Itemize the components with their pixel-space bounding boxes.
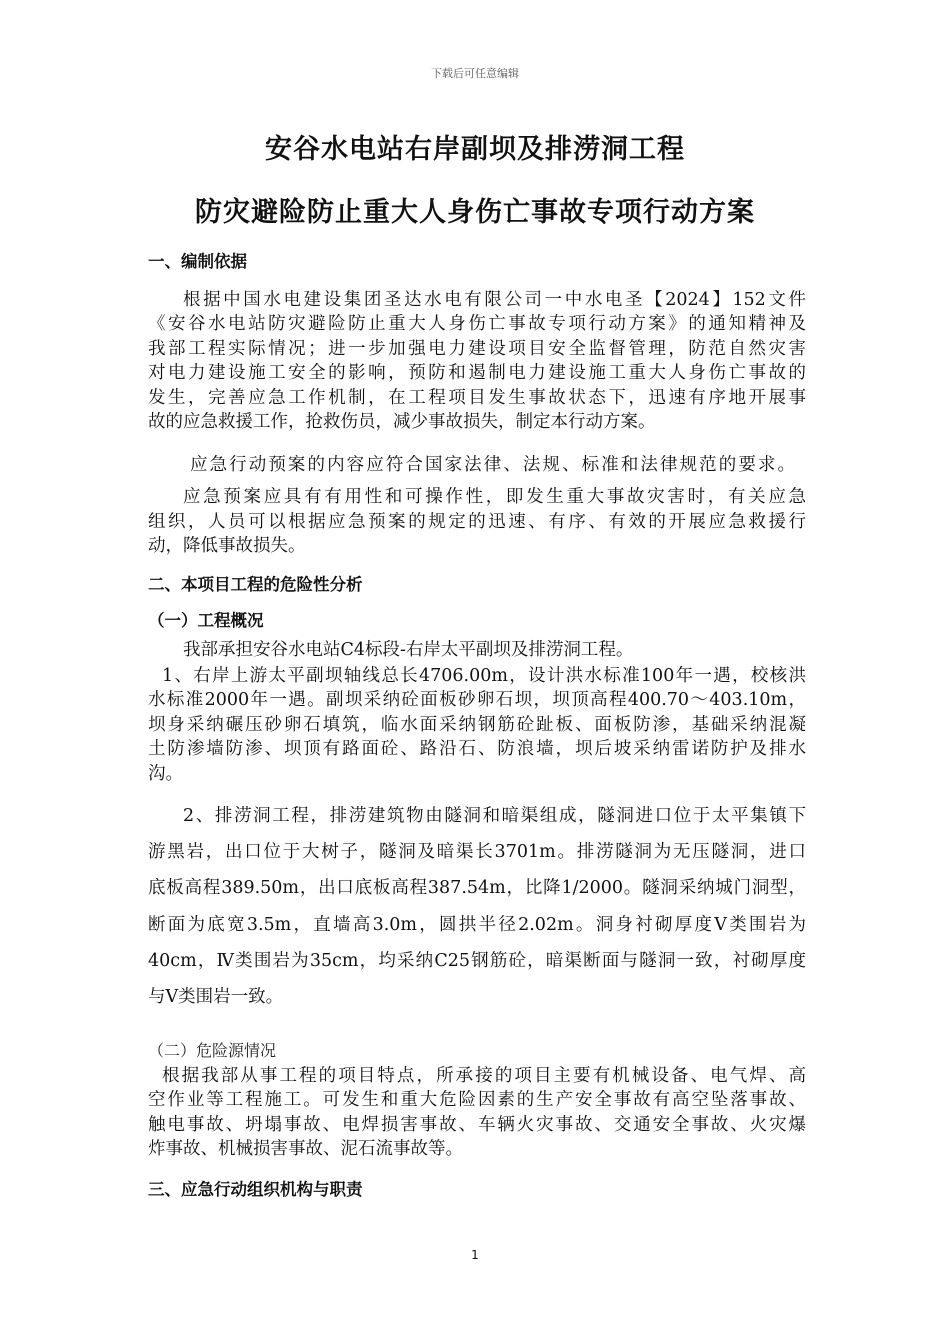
section-heading: 一、编制依据	[148, 252, 247, 271]
paragraph-line: 坝身采纳碾压砂卵石填筑，临水面采纳钢筋砼趾板、面板防渗，基础采纳混凝	[148, 715, 806, 735]
paragraph-line: 根据中国水电建设集团圣达水电有限公司一中水电圣【2024】152文件	[183, 290, 806, 310]
paragraph-line: 对电力建设施工安全的影响，预防和遏制电力建设施工重大人身伤亡事故的	[148, 363, 806, 383]
paragraph-line: 应急行动预案的内容应符合国家法律、法规、标准和法律规范的要求。	[190, 455, 795, 475]
paragraph-line: 沟。	[148, 764, 183, 784]
section-heading: 二、本项目工程的危险性分析	[148, 575, 363, 594]
title-line-2: 防灾避险防止重大人身伤亡事故专项行动方案	[195, 197, 755, 228]
paragraph-line: 组织，人员可以根据应急预案的规定的迅速、有序、有效的开展应急救援行	[148, 512, 806, 532]
paragraph-line: 2、排涝洞工程，排涝建筑物由隧洞和暗渠组成，隧洞进口位于太平集镇下	[183, 806, 806, 826]
paragraph-line: 空作业等工程施工。可发生和重大危险因素的生产安全事故有高空坠落事故、	[148, 1090, 806, 1110]
paragraph-line: 触电事故、坍塌事故、电焊损害事故、车辆火灾事故、交通安全事故、火灾爆	[148, 1115, 806, 1135]
subsection-heading: （二）危险源情况	[148, 1041, 277, 1060]
paragraph-line: 炸事故、机械损害事故、泥石流事故等。	[148, 1139, 463, 1159]
page-number: 1	[471, 1248, 479, 1262]
paragraph-line: 水标准2000年一遇。副坝采纳砼面板砂卵石坝，坝顶高程400.70～403.10m，	[148, 690, 806, 710]
paragraph-line: 底板高程389.50m，出口底板高程387.54m，比降1/2000。隧洞采纳城门洞型，	[148, 878, 806, 898]
paragraph-line: 发生，完善应急工作机制，在工程项目发生事故状态下，迅速有序地开展事	[148, 388, 806, 408]
paragraph-line: 断面为底宽3.5m，直墙高3.0m，圆拱半径2.02m。洞身衬砌厚度Ⅴ类围岩为	[148, 915, 806, 935]
paragraph-line: 根据我部从事工程的项目特点，所承接的项目主要有机械设备、电气焊、高	[162, 1066, 806, 1086]
paragraph-line: 故的应急救援工作，抢救伤员，减少事故损失，制定本行动方案。	[148, 412, 656, 432]
paragraph-line: 应急预案应具有有用性和可操作性，即发生重大事故灾害时，有关应急	[183, 487, 806, 507]
paragraph-line: 40cm，Ⅳ类围岩为35cm，均采纳C25钢筋砼，暗渠断面与隧洞一致，衬砌厚度	[148, 951, 806, 971]
header-note: 下载后可任意编辑	[431, 67, 519, 80]
title-line-1: 安谷水电站右岸副坝及排涝洞工程	[265, 134, 685, 165]
section-heading: 三、应急行动组织机构与职责	[148, 1180, 363, 1199]
paragraph-line: 土防渗墙防渗、坝顶有路面砼、路沿石、防浪墙，坝后坡采纳雷诺防护及排水	[148, 739, 806, 759]
paragraph-line: 《安谷水电站防灾避险防止重大人身伤亡事故专项行动方案》的通知精神及	[148, 314, 806, 334]
subsection-heading: （一）工程概况	[148, 611, 264, 630]
paragraph-line: 我部承担安谷水电站C4标段-右岸太平副坝及排涝洞工程。	[183, 640, 634, 660]
paragraph-line: 与Ⅴ类围岩一致。	[148, 987, 284, 1007]
paragraph-line: 1、右岸上游太平副坝轴线总长4706.00m，设计洪水标准100年一遇，校核洪	[162, 666, 806, 686]
paragraph-line: 游黑岩，出口位于大树子，隧洞及暗渠长3701m。排涝隧洞为无压隧洞，进口	[148, 842, 806, 862]
paragraph-line: 我部工程实际情况；进一步加强电力建设项目安全监督管理，防范自然灾害	[148, 339, 806, 359]
paragraph-line: 动，降低事故损失。	[148, 536, 306, 556]
